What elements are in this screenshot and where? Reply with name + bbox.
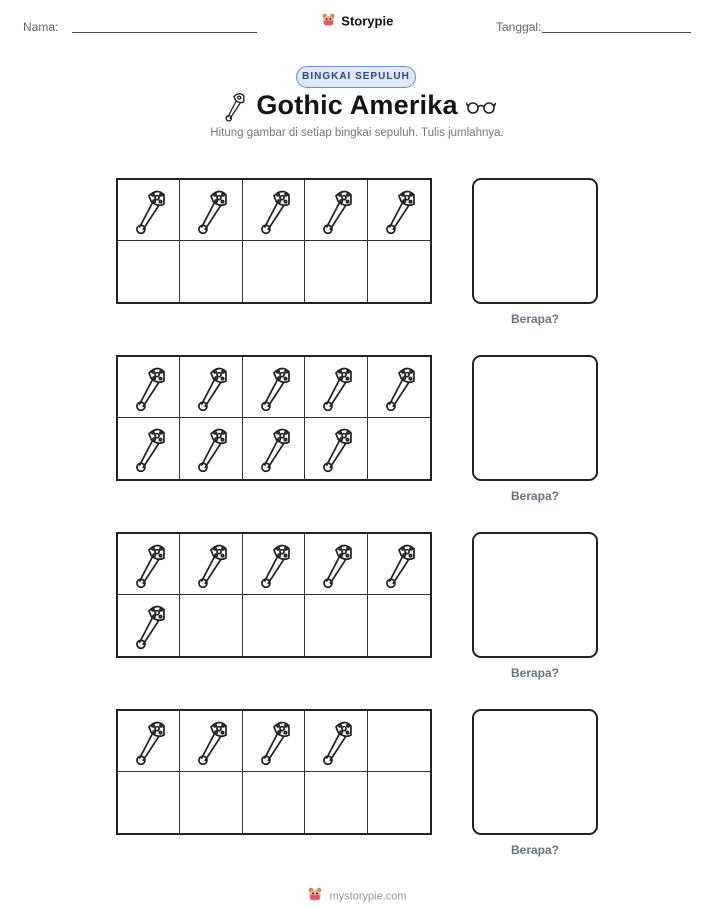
glasses-icon <box>466 100 496 119</box>
worksheet-badge: BINGKAI SEPULUH <box>296 66 416 88</box>
storypie-logo-icon <box>321 13 336 31</box>
safety-pin-icon <box>222 92 246 127</box>
ten-frame-cell <box>180 357 242 418</box>
ten-frame-cell <box>368 595 430 656</box>
ten-frame-cell <box>243 241 305 302</box>
ten-frame-cell <box>368 711 430 772</box>
ten-frame-cell <box>243 772 305 833</box>
answer-box[interactable] <box>472 532 598 658</box>
ten-frame-cell <box>368 357 430 418</box>
ten-frame-cell <box>368 534 430 595</box>
ten-frame-cell <box>243 418 305 479</box>
ten-frame-cell <box>118 241 180 302</box>
ten-frame-cell <box>305 418 367 479</box>
answer-box[interactable] <box>472 355 598 481</box>
ten-frame-cell <box>180 595 242 656</box>
ten-frame-cell <box>368 180 430 241</box>
ten-frame-cell <box>305 595 367 656</box>
ten-frame-cell <box>305 241 367 302</box>
ten-frame-cell <box>305 357 367 418</box>
instructions: Hitung gambar di setiap bingkai sepuluh. Tulis jumlahnya. <box>210 127 504 139</box>
ten-frame-cell <box>180 534 242 595</box>
ten-frame-cell <box>180 772 242 833</box>
ten-frame-cell <box>118 418 180 479</box>
ten-frame-cell <box>180 418 242 479</box>
name-label: Nama: <box>23 20 59 34</box>
answer-box[interactable] <box>472 709 598 835</box>
date-label: Tanggal: <box>496 20 542 34</box>
name-line[interactable] <box>72 32 257 33</box>
ten-frame-cell <box>180 241 242 302</box>
ten-frame <box>116 532 432 658</box>
ten-frame-cell <box>243 595 305 656</box>
answer-label: Berapa? <box>510 312 560 326</box>
ten-frame-cell <box>243 534 305 595</box>
brand <box>0 13 714 31</box>
ten-frame-cell <box>305 711 367 772</box>
ten-frame-cell <box>118 180 180 241</box>
ten-frame-cell <box>368 241 430 302</box>
ten-frame-cell <box>305 772 367 833</box>
ten-frame <box>116 709 432 835</box>
ten-frame-cell <box>368 418 430 479</box>
answer-label: Berapa? <box>510 666 560 680</box>
ten-frame-cell <box>118 357 180 418</box>
ten-frame-cell <box>368 772 430 833</box>
worksheet-title: Gothic Amerika <box>256 90 458 120</box>
ten-frame-cell <box>180 180 242 241</box>
brand-name: Storypie <box>341 13 394 29</box>
date-line[interactable] <box>542 32 691 33</box>
ten-frame-cell <box>243 180 305 241</box>
answer-box[interactable] <box>472 178 598 304</box>
ten-frame <box>116 178 432 304</box>
footer <box>0 887 714 906</box>
ten-frame-cell <box>118 595 180 656</box>
answer-label: Berapa? <box>510 489 560 503</box>
answer-label: Berapa? <box>510 843 560 857</box>
ten-frame-cell <box>118 772 180 833</box>
storypie-logo-icon <box>307 887 323 906</box>
ten-frame-cell <box>243 357 305 418</box>
ten-frame-cell <box>305 534 367 595</box>
footer-url: mystorypie.com <box>329 890 407 903</box>
ten-frame-cell <box>243 711 305 772</box>
ten-frame-cell <box>305 180 367 241</box>
ten-frame-cell <box>118 711 180 772</box>
ten-frame-cell <box>180 711 242 772</box>
ten-frame <box>116 355 432 481</box>
ten-frame-cell <box>118 534 180 595</box>
